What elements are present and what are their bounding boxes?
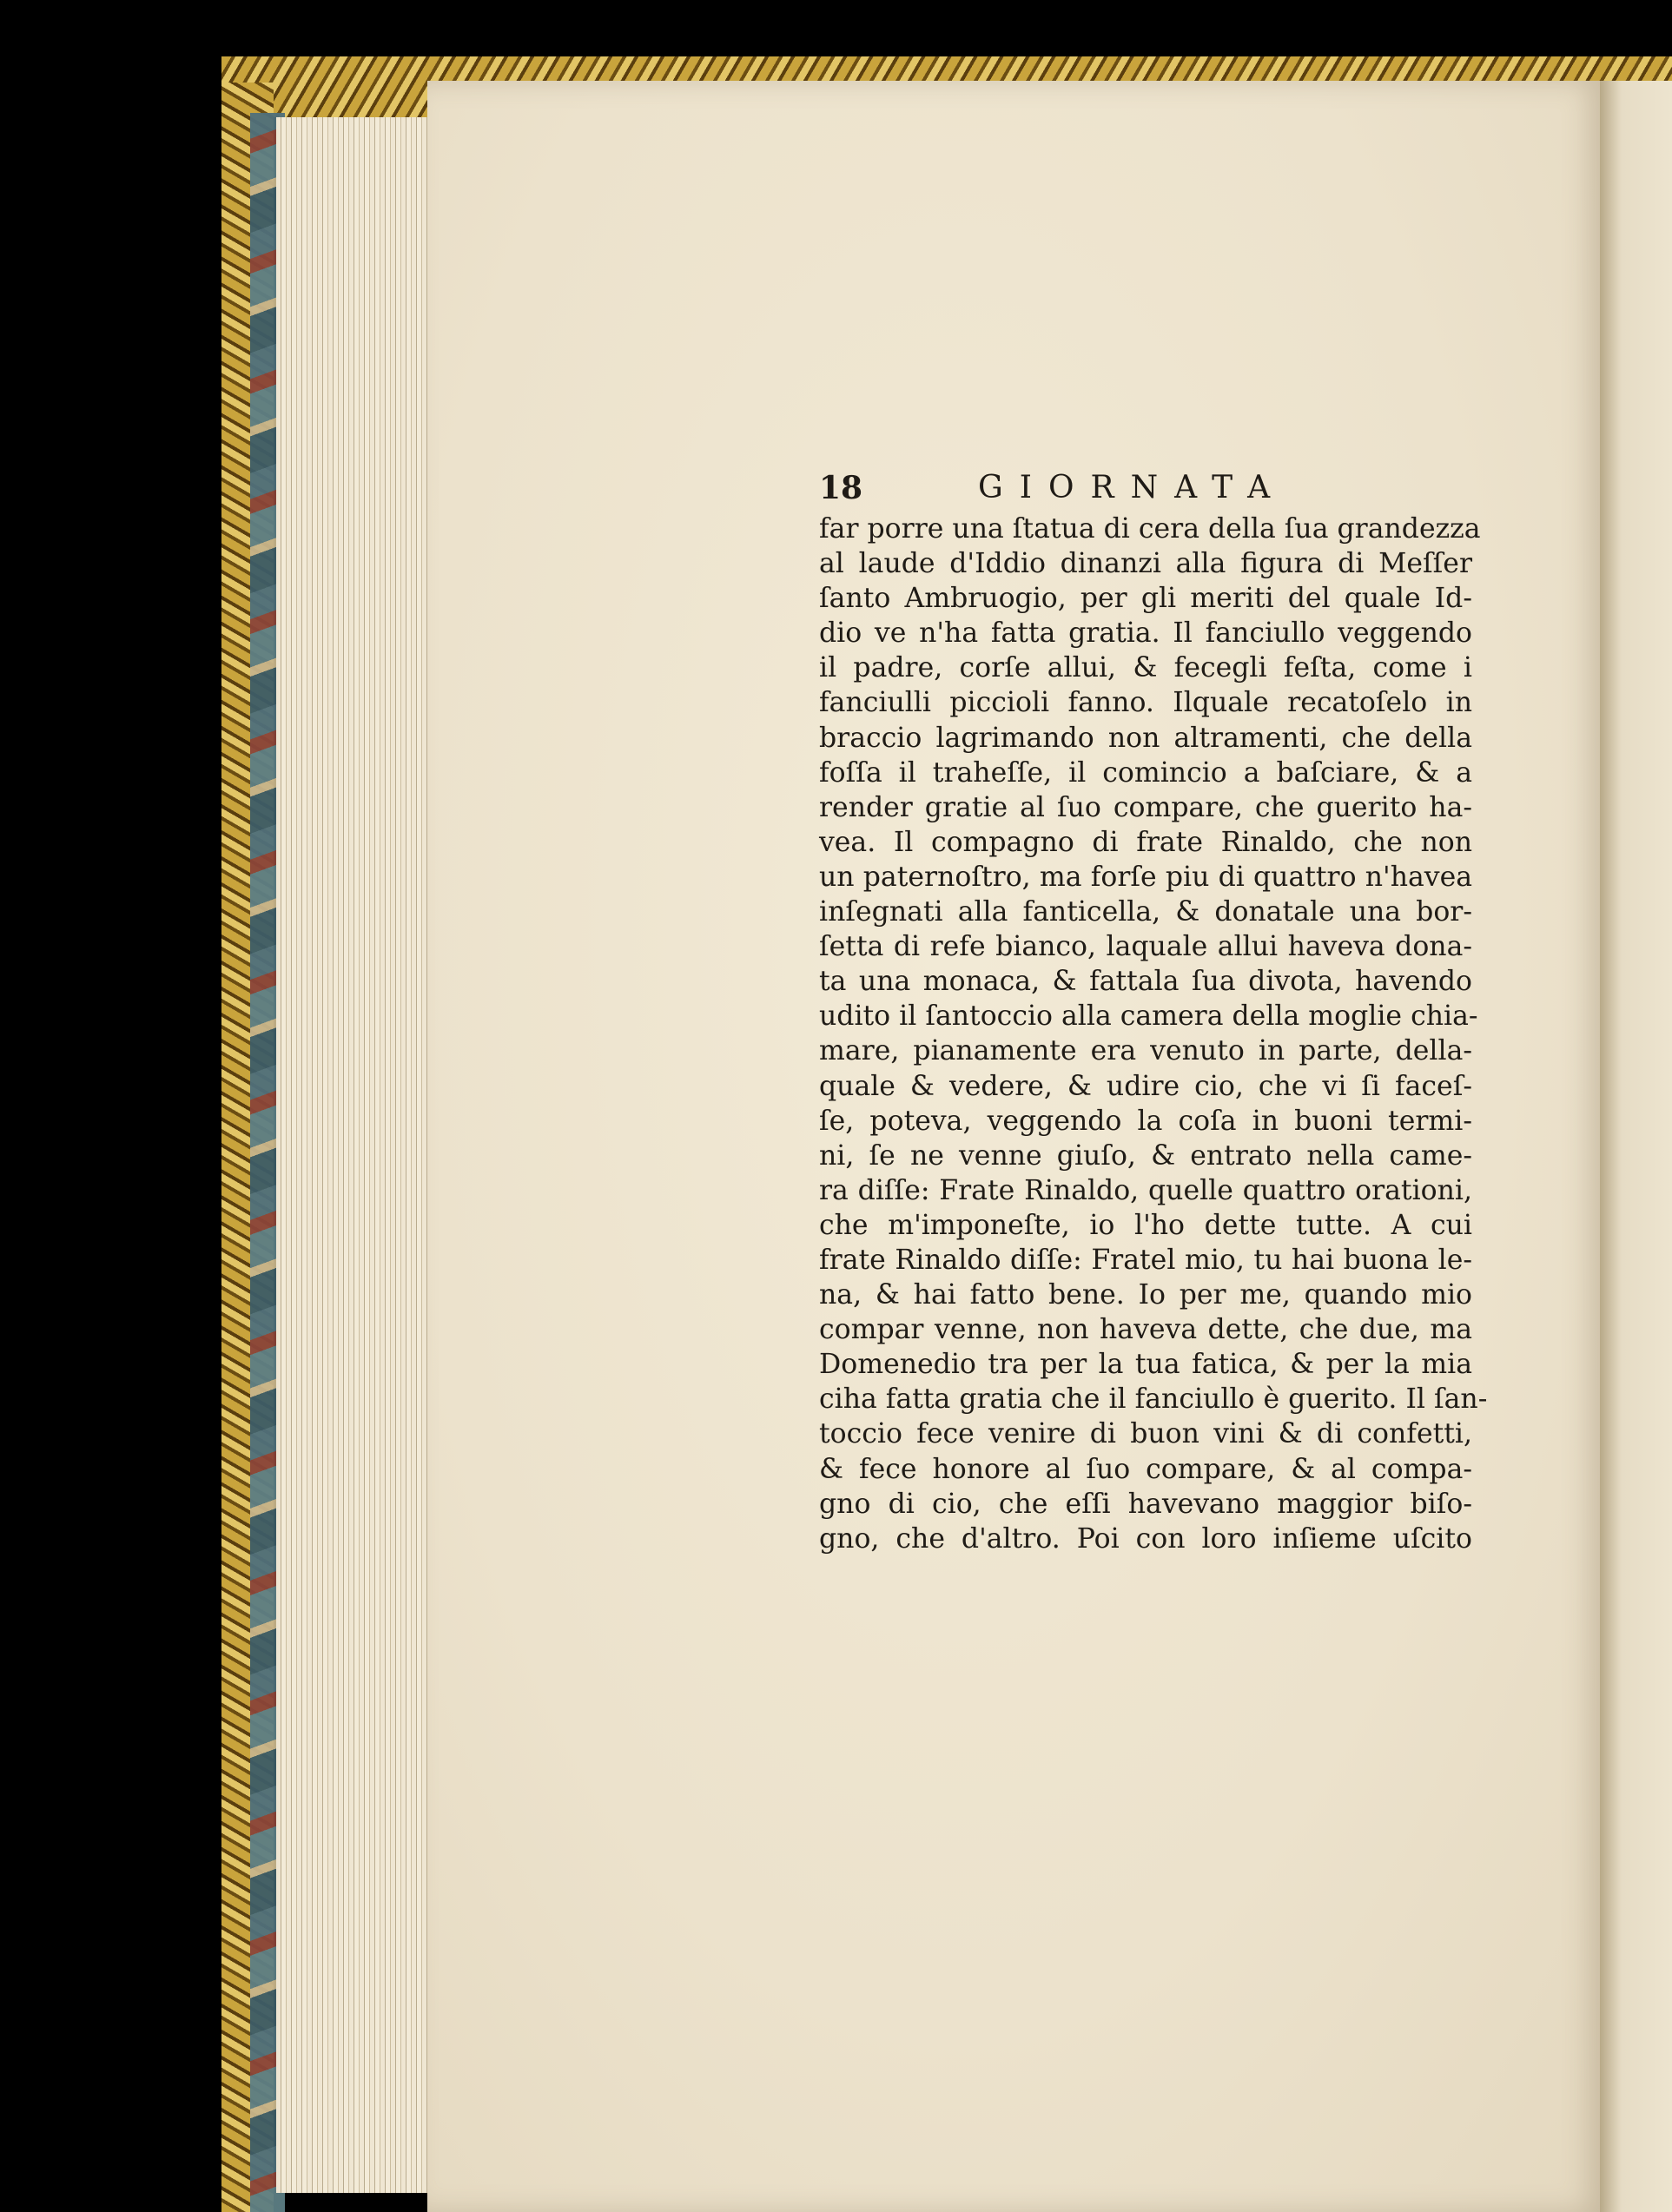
- text-line: ta una monaca, & fattala ſua divota, havendo: [819, 966, 1472, 998]
- text-line: frate Rinaldo diſſe: Fratel mio, tu hai buona le-: [819, 1244, 1472, 1276]
- text-line: quale & vedere, & udire cio, che vi ſi faceſ-: [819, 1070, 1472, 1102]
- text-line: il padre, corſe allui, & fecegli feſta, come i: [819, 652, 1472, 684]
- text-line: toccio fece venire di buon vini & di confetti,: [819, 1418, 1472, 1450]
- text-line: mare, pianamente era venuto in parte, della-: [819, 1035, 1472, 1067]
- page-edges: [276, 117, 434, 2193]
- text-line: braccio lagrimando non altramenti, che della: [819, 722, 1472, 754]
- text-line: dio ve n'ha fatta gratia. Il fanciullo veggendo: [819, 617, 1472, 650]
- text-line: gno di cio, che eſſi havevano maggior biſo-: [819, 1488, 1472, 1520]
- text-line: al laude d'Iddio dinanzi alla figura di Meſſer: [819, 548, 1472, 580]
- text-line: compar venne, non haveva dette, che due, ma: [819, 1314, 1472, 1346]
- text-line: che m'imponeſte, io l'ho dette tutte. A cui: [819, 1209, 1472, 1241]
- running-head-title: GIORNATA: [978, 470, 1287, 505]
- page-number: 18: [819, 470, 863, 506]
- text-line: inſegnati alla fanticella, & donatale una bor-: [819, 896, 1472, 928]
- text-line: ſe, poteva, veggendo la coſa in buoni termi-: [819, 1105, 1472, 1137]
- text-line: foſſa il traheſſe, il comincio a baſciare, & a: [819, 756, 1472, 789]
- text-line: ſanto Ambruogio, per gli meriti del quale Id-: [819, 583, 1472, 615]
- text-line: gno, che d'altro. Poi con loro inſieme uſcito: [819, 1522, 1472, 1555]
- text-line: na, & hai fatto bene. Io per me, quando mio: [819, 1279, 1472, 1311]
- text-line: render gratie al ſuo compare, che guerito ha-: [819, 791, 1472, 823]
- text-line: ciha fatta gratia che il fanciullo è guerito. Il ſan-: [819, 1383, 1488, 1416]
- text-line: vea. Il compagno di frate Rinaldo, che non: [819, 826, 1472, 858]
- text-line: fanciulli piccioli fanno. Ilquale recatoſelo in: [819, 687, 1472, 719]
- text-line: & fece honore al ſuo compare, & al compa-: [819, 1453, 1472, 1485]
- text-block: [819, 465, 1488, 1556]
- text-line: Domenedio tra per la tua fatica, & per la mia: [819, 1349, 1472, 1381]
- text-line: udito il ſantoccio alla camera della moglie chia-: [819, 1000, 1478, 1033]
- text-line: un paternoſtro, ma forſe piu di quattro n'havea: [819, 861, 1472, 893]
- text-line: ni, ſe ne venne giuſo, & entrato nella came-: [819, 1139, 1472, 1172]
- next-page-edge: [1600, 81, 1672, 2212]
- body-text: [819, 512, 1488, 1556]
- text-line: far porre una ſtatua di cera della ſua grandezza: [819, 513, 1481, 545]
- text-line: ra diſſe: Frate Rinaldo, quelle quattro orationi,: [819, 1174, 1472, 1206]
- text-line: ſetta di refe bianco, laquale allui haveva dona-: [819, 931, 1472, 963]
- running-head: [819, 465, 1472, 512]
